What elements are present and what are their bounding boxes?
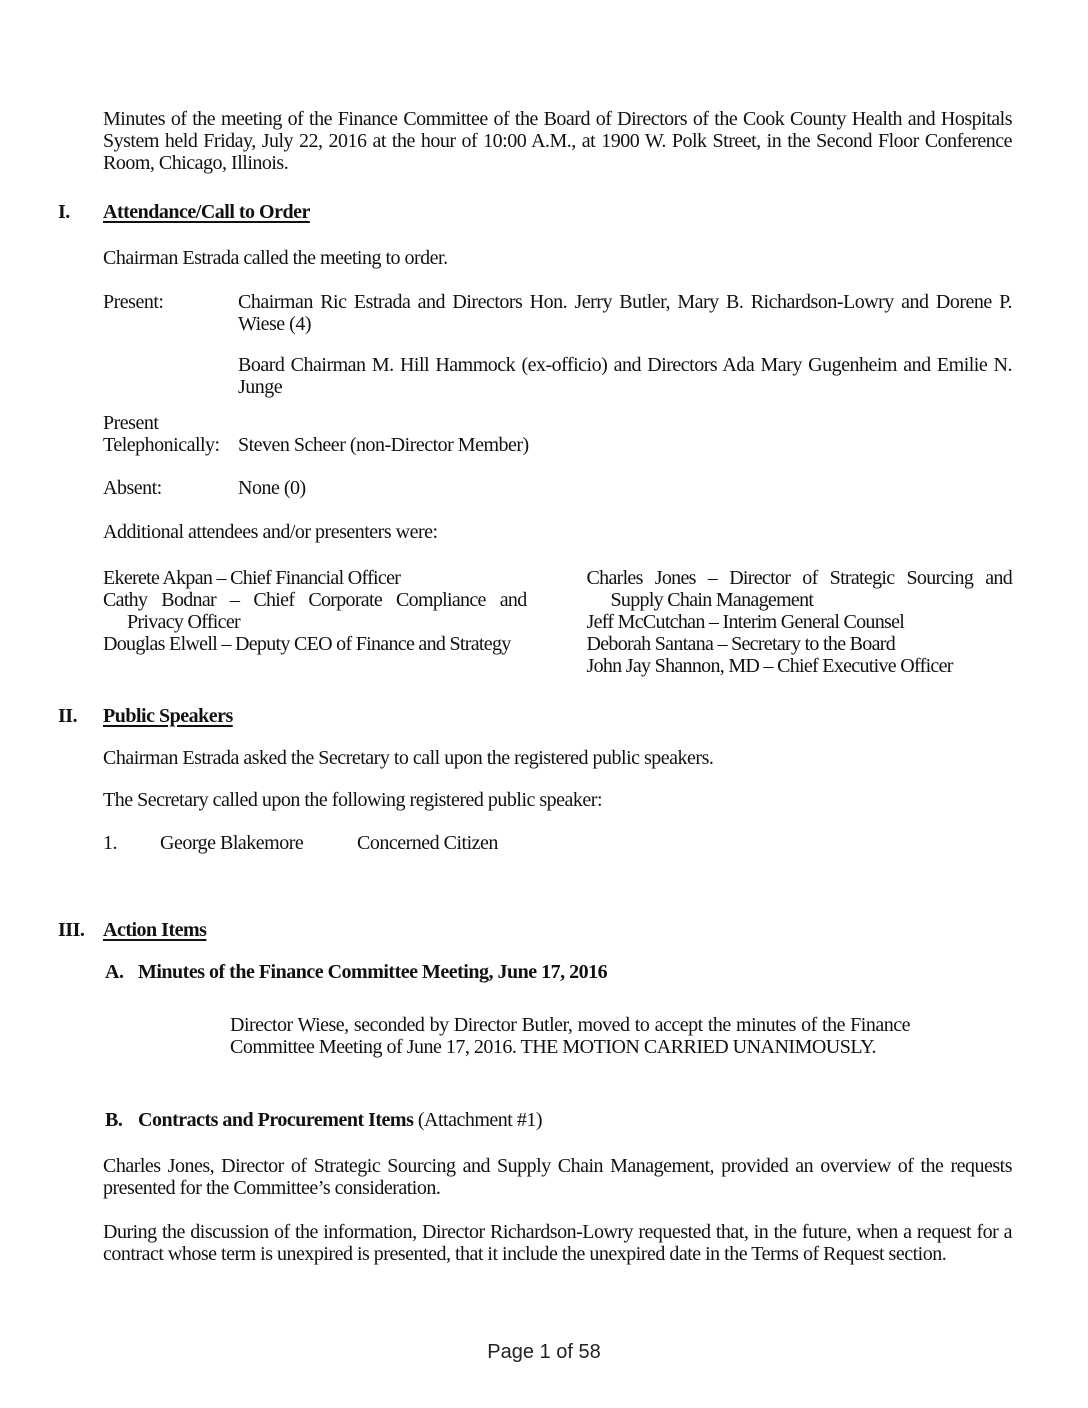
section-heading-public-speakers <box>58 705 1012 727</box>
attendee-item: Jeff McCutchan – Interim General Counsel <box>586 611 905 633</box>
contracts-paragraph-2: During the discussion of the information, Director Richardson-Lowry requested that, in the future, when a request for a contract whose term is unexpired is presented, that it include the unexpired date in the Terms of Request section. <box>103 1221 1012 1265</box>
section-title: Public Speakers <box>103 705 233 727</box>
absent-label: Absent: <box>103 477 162 499</box>
absent-value: None (0) <box>238 477 306 499</box>
section-title: Action Items <box>103 919 207 941</box>
section-numeral: III. <box>58 919 85 941</box>
present-label: Present: <box>103 291 164 313</box>
call-to-order-paragraph: Chairman Estrada called the meeting to order. <box>103 247 448 269</box>
speaker-number: 1. <box>103 832 117 854</box>
attendee-item: Deborah Santana – Secretary to the Board <box>586 633 896 655</box>
attendees-left-column <box>103 567 527 677</box>
present-value-2: Board Chairman M. Hill Hammock (ex-officio) and Directors Ada Mary Gugenheim and Emilie N. Junge <box>238 354 1012 398</box>
action-item-b-attachment: (Attachment #1) <box>413 1109 543 1131</box>
section-title: Attendance/Call to Order <box>103 201 310 223</box>
attendee-item: Cathy Bodnar – Chief Corporate Compliance and Privacy Officer <box>103 589 527 633</box>
section-heading-attendance <box>58 201 1012 223</box>
speakers-paragraph-1: Chairman Estrada asked the Secretary to call upon the registered public speakers. <box>103 747 714 769</box>
attendee-item: Ekerete Akpan – Chief Financial Officer <box>103 567 401 589</box>
present-row <box>103 291 1012 335</box>
attendees-columns <box>103 567 1012 677</box>
attendee-item: Douglas Elwell – Deputy CEO of Finance and Strategy <box>103 633 511 655</box>
attendee-item: John Jay Shannon, MD – Chief Executive Officer <box>586 655 953 677</box>
telephonic-value: Steven Scheer (non-Director Member) <box>238 434 529 456</box>
speaker-list-item <box>103 832 1012 854</box>
action-item-b-heading <box>103 1109 1012 1131</box>
telephonic-label <box>103 412 238 456</box>
speaker-role: Concerned Citizen <box>357 832 498 854</box>
intro-paragraph: Minutes of the meeting of the Finance Committee of the Board of Directors of the Cook County Health and Hospitals System held Friday, July 22, 2016 at the hour of 10:00 A.M., at 1900 W. Polk Street, in the Second Floor Conference Room, Chicago, Illinois. <box>103 108 1012 174</box>
telephonic-label-line1: Present <box>103 412 159 434</box>
action-item-a-title: Minutes of the Finance Committee Meeting, June 17, 2016 <box>138 961 608 983</box>
action-item-a-label: A. <box>105 961 124 983</box>
contracts-paragraph-1: Charles Jones, Director of Strategic Sourcing and Supply Chain Management, provided an overview of the requests presented for the Committee’s consideration. <box>103 1155 1012 1199</box>
action-item-a-heading <box>103 961 1012 983</box>
action-item-b-label: B. <box>105 1109 123 1131</box>
present-row-continued <box>103 354 1012 398</box>
page-number-footer: Page 1 of 58 <box>487 1341 601 1363</box>
motion-paragraph: Director Wiese, seconded by Director Butler, moved to accept the minutes of the Finance Committee Meeting of June 17, 2016. THE MOTION CARRIED UNANIMOUSLY. <box>230 1014 910 1058</box>
speakers-paragraph-2: The Secretary called upon the following registered public speaker: <box>103 789 603 811</box>
action-item-b-title: Contracts and Procurement Items <box>138 1109 414 1131</box>
section-numeral: I. <box>58 201 70 223</box>
speaker-name: George Blakemore <box>160 832 304 854</box>
absent-row <box>103 477 1012 499</box>
attendees-right-column <box>587 567 1013 677</box>
attendee-item: Charles Jones – Director of Strategic Sourcing and Supply Chain Management <box>586 567 1012 611</box>
section-heading-action-items <box>58 919 1012 941</box>
additional-attendees-intro: Additional attendees and/or presenters were: <box>103 521 438 543</box>
telephonic-label-line2: Telephonically: <box>103 434 220 456</box>
section-numeral: II. <box>58 705 78 727</box>
present-value: Chairman Ric Estrada and Directors Hon. Jerry Butler, Mary B. Richardson-Lowry and Dorene P. Wiese (4) <box>238 291 1012 335</box>
present-telephonically-row <box>103 412 1012 456</box>
